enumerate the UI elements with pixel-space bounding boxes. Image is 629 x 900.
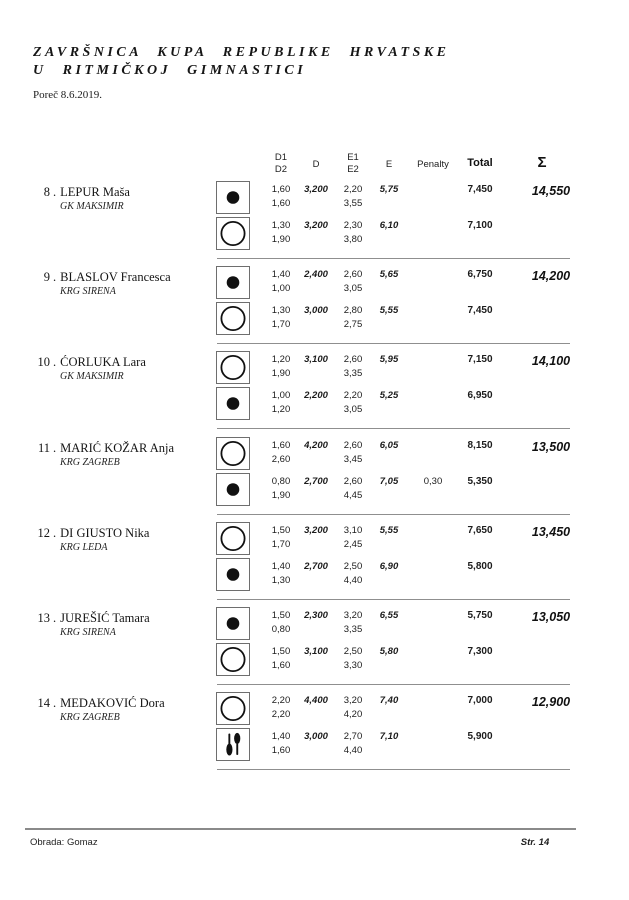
d2-score: 1,90 — [271, 234, 291, 245]
ball-icon — [216, 181, 250, 214]
group-separator-line — [217, 769, 570, 770]
competitor-sum-score: 13,500 — [531, 440, 571, 454]
e2-score: 4,40 — [343, 575, 363, 586]
routine-total-score: 7,450 — [467, 184, 493, 195]
e1-score: 2,70 — [343, 731, 363, 742]
d2-score: 1,70 — [271, 539, 291, 550]
competitor-rank: 14 — [37, 696, 50, 710]
competitor-club: KRG SIRENA — [60, 286, 116, 297]
routine-total-score: 8,150 — [467, 440, 493, 451]
d2-score: 1,20 — [271, 404, 291, 415]
competitor-sum-score: 13,450 — [531, 525, 571, 539]
e2-score: 4,40 — [343, 745, 363, 756]
ball-icon — [216, 266, 250, 299]
competitor-rank: 13 — [37, 611, 50, 625]
d-total-score: 4,200 — [304, 440, 328, 451]
competitor-sum-score: 14,200 — [531, 269, 571, 283]
column-header-d: D — [312, 159, 320, 170]
ball-icon — [216, 607, 250, 640]
competitor-name: ĆORLUKA Lara — [60, 355, 146, 369]
d1-score: 2,20 — [271, 695, 291, 706]
e-total-score: 5,55 — [379, 305, 399, 316]
hoop-icon — [216, 437, 250, 470]
competitor-sum-score: 13,050 — [531, 610, 571, 624]
d-total-score: 3,200 — [304, 184, 328, 195]
e-total-score: 7,40 — [379, 695, 399, 706]
hoop-icon — [216, 351, 250, 384]
routine-row — [0, 473, 629, 506]
routine-total-score: 6,750 — [467, 269, 493, 280]
column-header-sigma: Σ — [537, 154, 547, 171]
ball-icon — [216, 387, 250, 420]
d1-score: 1,40 — [271, 731, 291, 742]
routine-total-score: 5,350 — [467, 476, 493, 487]
e2-score: 3,05 — [343, 283, 363, 294]
competitor-sum-score: 14,550 — [531, 184, 571, 198]
d2-score: 1,60 — [271, 745, 291, 756]
e-total-score: 7,05 — [379, 476, 399, 487]
rank-separator: . — [53, 355, 57, 369]
d2-score: 1,60 — [271, 198, 291, 209]
rank-separator: . — [53, 270, 57, 284]
competitor-name: BLASLOV Francesca — [60, 270, 171, 284]
competitor-group — [0, 522, 629, 602]
column-header-penalty: Penalty — [417, 159, 449, 170]
competitor-group — [0, 266, 629, 346]
routine-total-score: 5,900 — [467, 731, 493, 742]
e2-score: 4,20 — [343, 709, 363, 720]
e1-score: 2,60 — [343, 476, 363, 487]
competitor-group — [0, 181, 629, 261]
d1-score: 1,60 — [271, 440, 291, 451]
hoop-icon — [216, 643, 250, 676]
routine-row — [0, 558, 629, 591]
d2-score: 0,80 — [271, 624, 291, 635]
d-total-score: 2,200 — [304, 390, 328, 401]
e-total-score: 5,80 — [379, 646, 399, 657]
competitor-sum-score: 12,900 — [531, 695, 571, 709]
column-header-d1-d2: D1 D2 — [274, 152, 288, 175]
d1-score: 1,30 — [271, 305, 291, 316]
e2-score: 4,45 — [343, 490, 363, 501]
clubs-icon — [216, 728, 250, 761]
e1-score: 3,20 — [343, 695, 363, 706]
competitor-club: KRG ZAGREB — [60, 712, 120, 723]
routine-total-score: 6,950 — [467, 390, 493, 401]
d1-score: 1,60 — [271, 184, 291, 195]
column-header-total: Total — [467, 157, 493, 169]
competitor-group — [0, 437, 629, 517]
footer-page-number: Str. 14 — [520, 837, 550, 848]
d2-score: 1,60 — [271, 660, 291, 671]
e-total-score: 6,10 — [379, 220, 399, 231]
routine-row — [0, 522, 629, 555]
competitor-name: LEPUR Maša — [60, 185, 130, 199]
competitor-name: JUREŠIĆ Tamara — [60, 611, 150, 625]
d2-score: 1,30 — [271, 575, 291, 586]
e-total-score: 6,05 — [379, 440, 399, 451]
e1-score: 2,50 — [343, 646, 363, 657]
rank-separator: . — [53, 611, 57, 625]
e1-score: 2,20 — [343, 390, 363, 401]
d-total-score: 2,300 — [304, 610, 328, 621]
title-line-1: ZAVRŠNICA KUPA REPUBLIKE HRVATSKE — [33, 45, 450, 60]
e1-score: 3,20 — [343, 610, 363, 621]
routine-row — [0, 728, 629, 761]
competitor-sum-score: 14,100 — [531, 354, 571, 368]
title-line-2: U RITMIČKOJ GIMNASTICI — [33, 63, 307, 78]
routine-total-score: 7,300 — [467, 646, 493, 657]
d1-score: 1,50 — [271, 646, 291, 657]
e1-score: 2,30 — [343, 220, 363, 231]
d2-score: 1,70 — [271, 319, 291, 330]
d1-score: 1,40 — [271, 561, 291, 572]
d1-score: 0,80 — [271, 476, 291, 487]
footer-rule — [25, 828, 576, 830]
d1-score: 1,50 — [271, 525, 291, 536]
d1-score: 1,00 — [271, 390, 291, 401]
e1-score: 2,80 — [343, 305, 363, 316]
routine-row — [0, 437, 629, 470]
d2-score: 1,00 — [271, 283, 291, 294]
competitor-name: DI GIUSTO Nika — [60, 526, 150, 540]
routine-total-score: 7,450 — [467, 305, 493, 316]
rank-separator: . — [53, 185, 57, 199]
routine-row — [0, 181, 629, 214]
d1-score: 1,20 — [271, 354, 291, 365]
e2-score: 3,30 — [343, 660, 363, 671]
e-total-score: 5,65 — [379, 269, 399, 280]
e2-score: 2,45 — [343, 539, 363, 550]
d2-score: 1,90 — [271, 490, 291, 501]
hoop-icon — [216, 217, 250, 250]
competitor-group — [0, 607, 629, 687]
e-total-score: 5,75 — [379, 184, 399, 195]
e1-score: 2,60 — [343, 440, 363, 451]
e1-score: 2,20 — [343, 184, 363, 195]
routine-row — [0, 266, 629, 299]
routine-row — [0, 302, 629, 335]
ball-icon — [216, 558, 250, 591]
d-total-score: 3,000 — [304, 305, 328, 316]
hoop-icon — [216, 692, 250, 725]
hoop-icon — [216, 522, 250, 555]
competitor-club: KRG SIRENA — [60, 627, 116, 638]
e1-score: 2,60 — [343, 269, 363, 280]
d-total-score: 2,700 — [304, 476, 328, 487]
e-total-score: 5,55 — [379, 525, 399, 536]
routine-total-score: 7,000 — [467, 695, 493, 706]
competitor-club: KRG ZAGREB — [60, 457, 120, 468]
d-total-score: 3,100 — [304, 354, 328, 365]
group-separator-line — [217, 599, 570, 600]
group-separator-line — [217, 428, 570, 429]
routine-row — [0, 692, 629, 725]
e2-score: 3,55 — [343, 198, 363, 209]
competitor-rank: 12 — [37, 526, 50, 540]
e1-score: 2,50 — [343, 561, 363, 572]
routine-total-score: 7,100 — [467, 220, 493, 231]
e-total-score: 7,10 — [379, 731, 399, 742]
routine-row — [0, 643, 629, 676]
rank-separator: . — [53, 441, 57, 455]
d-total-score: 3,100 — [304, 646, 328, 657]
table-header — [0, 152, 629, 178]
group-separator-line — [217, 684, 570, 685]
competitor-rank: 11 — [37, 441, 50, 455]
rank-separator: . — [53, 526, 57, 540]
d1-score: 1,50 — [271, 610, 291, 621]
routine-row — [0, 351, 629, 384]
document-title — [33, 44, 450, 80]
routine-row — [0, 217, 629, 250]
e1-score: 2,60 — [343, 354, 363, 365]
d1-score: 1,30 — [271, 220, 291, 231]
e-total-score: 6,55 — [379, 610, 399, 621]
competitor-name: MEDAKOVIĆ Dora — [60, 696, 165, 710]
e1-score: 3,10 — [343, 525, 363, 536]
e2-score: 3,80 — [343, 234, 363, 245]
rank-separator: . — [53, 696, 57, 710]
routine-total-score: 5,800 — [467, 561, 493, 572]
routine-row — [0, 607, 629, 640]
e-total-score: 6,90 — [379, 561, 399, 572]
e2-score: 3,35 — [343, 624, 363, 635]
penalty-score: 0,30 — [423, 476, 443, 487]
d-total-score: 2,700 — [304, 561, 328, 572]
competitor-group — [0, 351, 629, 431]
competitor-club: KRG LEDA — [60, 542, 108, 553]
footer-processed-by: Obrada: Gomaz — [30, 837, 98, 848]
e2-score: 3,05 — [343, 404, 363, 415]
routine-row — [0, 387, 629, 420]
e2-score: 2,75 — [343, 319, 363, 330]
d2-score: 2,60 — [271, 454, 291, 465]
column-header-e1-e2: E1 E2 — [347, 152, 359, 175]
d-total-score: 3,200 — [304, 220, 328, 231]
e2-score: 3,35 — [343, 368, 363, 379]
d2-score: 2,20 — [271, 709, 291, 720]
competitor-name: MARIĆ KOŽAR Anja — [60, 441, 175, 455]
ball-icon — [216, 473, 250, 506]
competitor-club: GK MAKSIMIR — [60, 371, 124, 382]
d-total-score: 3,000 — [304, 731, 328, 742]
competitor-rank: 9 — [43, 270, 50, 284]
column-header-e: E — [385, 159, 393, 170]
routine-total-score: 7,150 — [467, 354, 493, 365]
d-total-score: 2,400 — [304, 269, 328, 280]
d-total-score: 4,400 — [304, 695, 328, 706]
competitor-rank: 10 — [37, 355, 50, 369]
d1-score: 1,40 — [271, 269, 291, 280]
routine-total-score: 7,650 — [467, 525, 493, 536]
hoop-icon — [216, 302, 250, 335]
competitor-rank: 8 — [43, 185, 50, 199]
d2-score: 1,90 — [271, 368, 291, 379]
competitor-group — [0, 692, 629, 772]
e-total-score: 5,95 — [379, 354, 399, 365]
competitor-club: GK MAKSIMIR — [60, 201, 124, 212]
group-separator-line — [217, 258, 570, 259]
group-separator-line — [217, 343, 570, 344]
e2-score: 3,45 — [343, 454, 363, 465]
d-total-score: 3,200 — [304, 525, 328, 536]
routine-total-score: 5,750 — [467, 610, 493, 621]
group-separator-line — [217, 514, 570, 515]
event-date-location: Poreč 8.6.2019. — [33, 89, 103, 101]
e-total-score: 5,25 — [379, 390, 399, 401]
